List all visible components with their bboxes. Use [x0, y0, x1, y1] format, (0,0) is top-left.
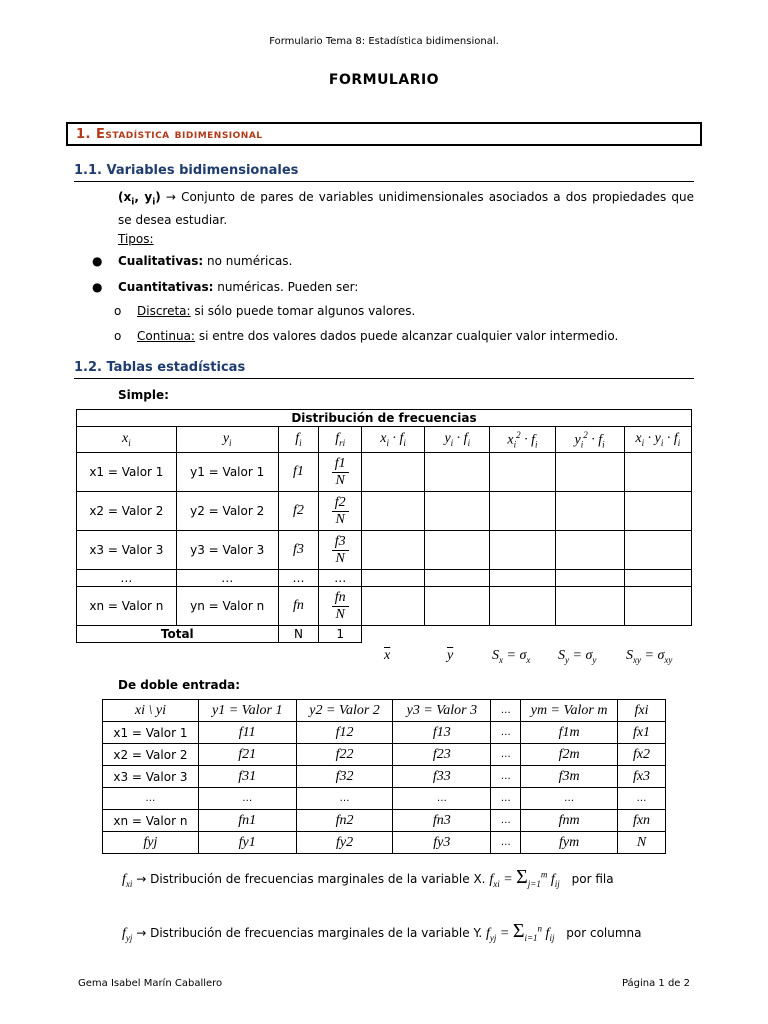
- table-cell: fy2: [296, 832, 393, 854]
- table-cell: f2m: [521, 744, 618, 766]
- covariance: $S_{xy} = \sigma_{xy}$: [626, 648, 673, 665]
- table-cell: fn2: [296, 810, 393, 832]
- subheading-variables: 1.1. Variables bidimensionales: [74, 163, 694, 182]
- marginal-y-formula: $f_{yj} = \Sigma_{i=1}^n$ $f_{ij}$: [485, 920, 555, 943]
- table-header-row: $x_i$ $y_i$ $f_i$ $f_{ri}$ $x_i \cdot f_i$ $y_i \cdot f_i$ $x_i^2 \cdot f_i$ $y_i^2 \cdot f_i$ $x_i \cdot y_i \cdot f_i$: [77, 427, 692, 453]
- marginal-y-text: → Distribución de frecuencias marginales de la variable Y.: [136, 926, 483, 940]
- table-cell: fxi: [618, 700, 666, 722]
- table-cell: …: [491, 744, 521, 766]
- footer-page-number: Página 1 de 2: [621, 978, 690, 989]
- table-cell: …: [491, 810, 521, 832]
- table-cell: …: [198, 788, 296, 810]
- table-cell: fx2: [618, 744, 666, 766]
- table-cell: x2 = Valor 2: [103, 744, 199, 766]
- table-title: Distribución de frecuencias: [77, 410, 692, 427]
- table-cell: …: [491, 722, 521, 744]
- marginal-y-tail: por columna: [566, 926, 642, 940]
- table-cell: fyj: [103, 832, 199, 854]
- table-cell: f32: [296, 766, 393, 788]
- table-cell: …: [393, 788, 491, 810]
- section-heading-box: [66, 122, 702, 146]
- table-row: x1 = Valor 1 y1 = Valor 1 f1 $\frac{f1}{N}$: [77, 453, 692, 492]
- types-label: Tipos:: [118, 232, 154, 246]
- pair-symbol: ($x_i$, $y_i$): [118, 190, 161, 208]
- table-row: … … … …: [77, 570, 692, 587]
- table-cell: …: [521, 788, 618, 810]
- double-table-row: [103, 766, 666, 788]
- table-row: x2 = Valor 2 y2 = Valor 2 f2 $\frac{f2}{N}$: [77, 492, 692, 531]
- table-cell: xn = Valor n: [103, 810, 199, 832]
- footer-author: Gema Isabel Marín Caballero: [78, 978, 223, 989]
- marginal-x-line: [122, 866, 614, 889]
- table-cell: y1 = Valor 1: [198, 700, 296, 722]
- table-cell: f11: [198, 722, 296, 744]
- table-cell: fn1: [198, 810, 296, 832]
- mean-y: $\overline{y}$: [447, 648, 454, 663]
- qualitative-text: no numéricas.: [207, 254, 293, 268]
- table-cell: f21: [198, 744, 296, 766]
- table-cell: …: [491, 832, 521, 854]
- table-cell: y3 = Valor 3: [393, 700, 491, 722]
- quantitative-text: numéricas. Pueden ser:: [217, 280, 359, 294]
- intro-text: → Conjunto de pares de variables unidimensionales asociados a dos propiedades que se desea estudiar.: [118, 190, 694, 228]
- table-cell: f31: [198, 766, 296, 788]
- double-table-row: [103, 722, 666, 744]
- table-cell: …: [296, 788, 393, 810]
- table-total-row: Total N 1: [77, 626, 692, 643]
- intro-paragraph: [118, 188, 694, 229]
- double-table-row: [103, 788, 666, 810]
- table-cell: f13: [393, 722, 491, 744]
- simple-label: Simple:: [118, 388, 169, 402]
- table-cell: fy1: [198, 832, 296, 854]
- table-cell: f1m: [521, 722, 618, 744]
- subheading-tables: 1.2. Tablas estadísticas: [74, 360, 694, 379]
- double-table-row: [103, 832, 666, 854]
- table-cell: fn3: [393, 810, 491, 832]
- double-entry-label: De doble entrada:: [118, 678, 241, 692]
- fxi-symbol: $f_{xi}$: [122, 872, 133, 889]
- table-cell: f12: [296, 722, 393, 744]
- table-cell: f33: [393, 766, 491, 788]
- table-cell: fx3: [618, 766, 666, 788]
- table-row: x3 = Valor 3 y3 = Valor 3 f3 $\frac{f3}{N}$: [77, 531, 692, 570]
- table-cell: …: [103, 788, 199, 810]
- section-heading: 1. Estadística bidimensional: [76, 127, 263, 142]
- table-cell: x3 = Valor 3: [103, 766, 199, 788]
- table-cell: f23: [393, 744, 491, 766]
- table-cell: …: [618, 788, 666, 810]
- quantitative-label: Cuantitativas:: [118, 280, 214, 294]
- running-header: Formulario Tema 8: Estadística bidimensional.: [269, 36, 499, 47]
- table-cell: …: [491, 700, 521, 722]
- table-cell: …: [491, 788, 521, 810]
- simple-frequency-table: [76, 409, 692, 643]
- table-cell: fy3: [393, 832, 491, 854]
- discrete-label: Discreta:: [137, 304, 191, 318]
- table-cell: y2 = Valor 2: [296, 700, 393, 722]
- table-cell: f22: [296, 744, 393, 766]
- table-cell: f3m: [521, 766, 618, 788]
- continuous-label: Continua:: [137, 329, 195, 343]
- std-x: $S_x = \sigma_x$: [492, 648, 531, 665]
- qualitative-label: Cualitativas:: [118, 254, 204, 268]
- marginal-y-line: [122, 920, 642, 943]
- fyj-symbol: $f_{yj}$: [122, 926, 133, 943]
- std-y: $S_y = \sigma_y$: [558, 648, 597, 665]
- table-cell: N: [618, 832, 666, 854]
- page-title: FORMULARIO: [328, 72, 440, 88]
- table-cell: fx1: [618, 722, 666, 744]
- marginal-x-text: → Distribución de frecuencias marginales de la variable X.: [136, 872, 486, 886]
- double-table-row: [103, 744, 666, 766]
- marginal-x-formula: $f_{xi} = \Sigma_{j=1}^m$ $f_{ij}$: [489, 866, 560, 889]
- table-cell: …: [491, 766, 521, 788]
- double-table-header-row: [103, 700, 666, 722]
- table-cell: fym: [521, 832, 618, 854]
- table-cell: fxn: [618, 810, 666, 832]
- mean-x: $\overline{x}$: [384, 648, 391, 663]
- table-cell: xi \ yi: [103, 700, 199, 722]
- table-cell: ym = Valor m: [521, 700, 618, 722]
- table-cell: fnm: [521, 810, 618, 832]
- double-table-row: [103, 810, 666, 832]
- double-entry-table: [102, 699, 666, 854]
- table-row: xn = Valor n yn = Valor n fn $\frac{fn}{N}$: [77, 587, 692, 626]
- marginal-x-tail: por fila: [571, 872, 614, 886]
- discrete-text: si sólo puede tomar algunos valores.: [194, 304, 416, 318]
- table-cell: x1 = Valor 1: [103, 722, 199, 744]
- continuous-text: si entre dos valores dados puede alcanzar cualquier valor intermedio.: [198, 329, 619, 343]
